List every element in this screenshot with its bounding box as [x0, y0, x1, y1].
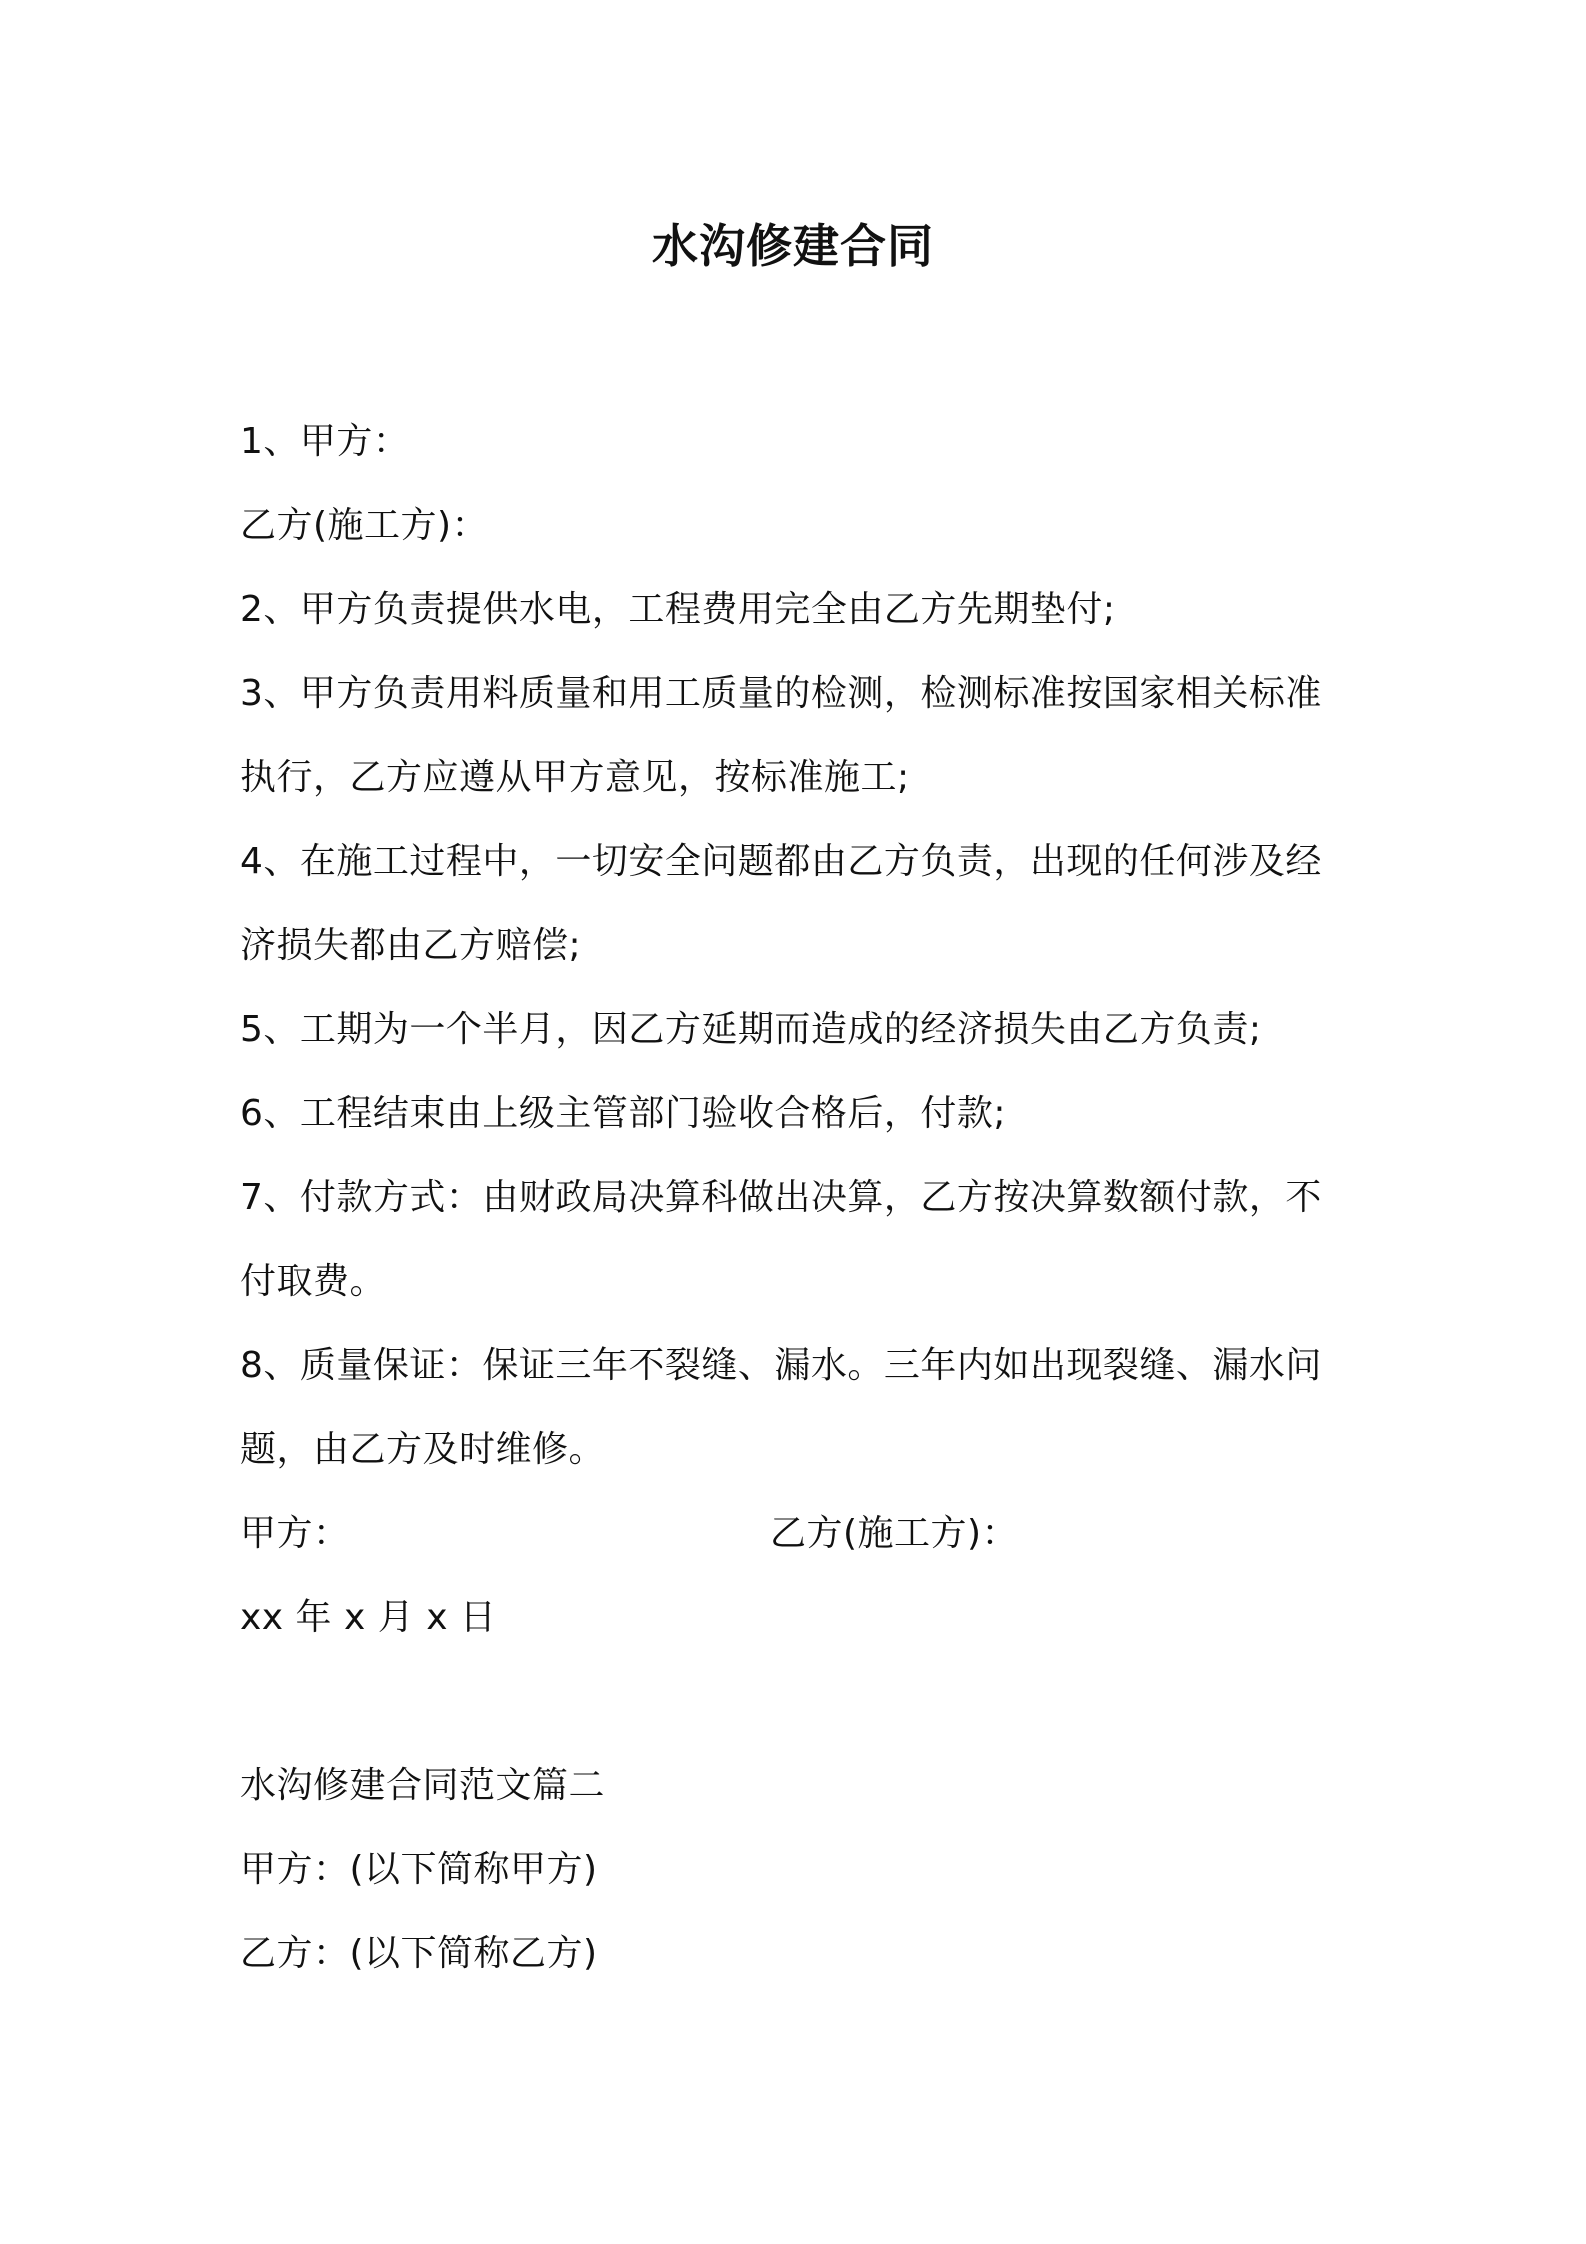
document-title: 水沟修建合同 — [652, 219, 934, 273]
clause-3-line-2: 执行，乙方应遵从甲方意见，按标准施工; — [240, 757, 910, 798]
signature-party-a: 甲方： — [240, 1513, 350, 1554]
clause-3-line-1: 3、甲方负责用料质量和用工质量的检测，检测标准按国家相关标准 — [240, 673, 1322, 714]
section-spacer — [240, 1660, 1350, 1744]
clause-8-line-2: 题，由乙方及时维修。 — [240, 1429, 606, 1470]
clause-6: 6、工程结束由上级主管部门验收合格后，付款; — [240, 1093, 1007, 1134]
signature-row — [240, 1492, 1350, 1576]
clause-1-party-b: 乙方(施工方)： — [240, 505, 489, 546]
clause-4-line-2: 济损失都由乙方赔偿; — [240, 925, 582, 966]
clause-5: 5、工期为一个半月，因乙方延期而造成的经济损失由乙方负责; — [240, 1009, 1262, 1050]
clause-4-line-1: 4、在施工过程中，一切安全问题都由乙方负责，出现的任何涉及经 — [240, 841, 1322, 882]
clause-2: 2、甲方负责提供水电，工程费用完全由乙方先期垫付; — [240, 589, 1116, 630]
clause-7-line-1: 7、付款方式：由财政局决算科做出决算，乙方按决算数额付款，不 — [240, 1177, 1322, 1218]
clause-8-line-1: 8、质量保证：保证三年不裂缝、漏水。三年内如出现裂缝、漏水问 — [240, 1345, 1322, 1386]
clause-1-party-a: 1、甲方： — [240, 421, 410, 462]
clause-7-line-2: 付取费。 — [240, 1261, 387, 1302]
second-contract-party-a: 甲方：(以下简称甲方) — [240, 1849, 598, 1890]
signature-date: xx 年 x 月 x 日 — [240, 1597, 497, 1638]
document-body — [240, 400, 1350, 1996]
second-contract-party-b: 乙方：(以下简称乙方) — [240, 1933, 598, 1974]
second-contract-heading: 水沟修建合同范文篇二 — [240, 1765, 606, 1806]
signature-party-b: 乙方(施工方)： — [770, 1513, 1019, 1554]
